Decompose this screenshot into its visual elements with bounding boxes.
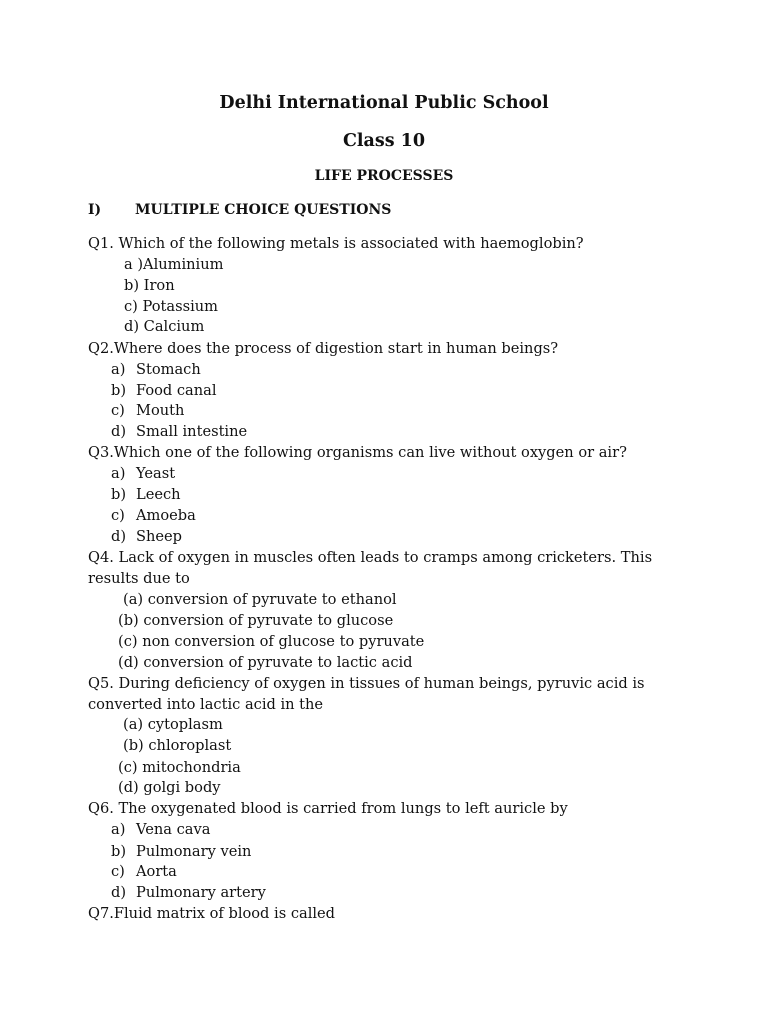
q6-option-c [111,865,177,880]
q6-option-b [111,845,251,860]
option-label: a) [111,465,126,482]
option-label: c) [111,507,125,524]
question-6: Q6. The oxygenated blood is carried from lungs to left auricle by [88,800,568,817]
class-title: Class 10 [342,131,426,151]
q3-option-a [111,467,175,482]
option-label: b) [111,382,127,399]
q4-option-b: (b) conversion of pyruvate to glucose [118,612,394,629]
option-label: d) [111,528,127,545]
option-text: Stomach [136,361,201,378]
q5-option-a: (a) cytoplasm [123,716,223,733]
option-text: Mouth [136,402,185,419]
section-title: MULTIPLE CHOICE QUESTIONS [135,202,392,218]
option-text: Pulmonary artery [136,884,266,901]
option-text: Vena cava [136,821,211,838]
q1-option-d: d) Calcium [124,318,205,335]
q1-option-b: b) Iron [124,277,175,294]
section-heading [88,202,391,218]
option-text: Leech [136,486,181,503]
q5-option-d: (d) golgi body [118,779,221,796]
question-2: Q2.Where does the process of digestion start in human beings? [88,340,559,357]
option-text: Amoeba [136,507,196,524]
q6-option-a [111,823,210,838]
school-name: Delhi International Public School [219,93,549,113]
q2-option-b [111,384,217,399]
option-text: Yeast [136,465,176,482]
q1-option-c: c) Potassium [124,298,218,315]
question-3: Q3.Which one of the following organisms can live without oxygen or air? [88,444,627,461]
question-7: Q7.Fluid matrix of blood is called [88,905,336,922]
option-label: b) [111,843,127,860]
option-text: Small intestine [136,423,248,440]
topic-title: LIFE PROCESSES [314,168,454,184]
q4-option-c: (c) non conversion of glucose to pyruvate [118,633,425,650]
q1-option-a: a )Aluminium [124,256,224,273]
q3-option-c [111,509,196,524]
q5-option-c: (c) mitochondria [118,759,241,776]
q2-option-a [111,363,201,378]
q4-option-d: (d) conversion of pyruvate to lactic acid [118,654,413,671]
option-text: Sheep [136,528,183,545]
section-number: I) [88,202,102,218]
option-text: Aorta [136,863,177,880]
q5-option-b: (b) chloroplast [123,737,232,754]
option-label: d) [111,884,127,901]
question-5-line-1: Q5. During deficiency of oxygen in tissues of human beings, pyruvic acid is [88,675,645,692]
question-5-line-2: converted into lactic acid in the [88,696,324,713]
q2-option-d [111,425,247,440]
q3-option-d [111,530,182,545]
option-text: Pulmonary vein [136,843,252,860]
q6-option-d [111,886,266,901]
question-4-line-2: results due to [88,570,190,587]
option-label: d) [111,423,127,440]
option-label: a) [111,821,126,838]
option-label: a) [111,361,126,378]
question-1: Q1. Which of the following metals is associated with haemoglobin? [88,235,584,252]
option-label: c) [111,402,125,419]
q2-option-c [111,404,184,419]
option-label: c) [111,863,125,880]
question-4-line-1: Q4. Lack of oxygen in muscles often leads to cramps among cricketers. This [88,549,653,566]
option-text: Food canal [136,382,217,399]
option-label: b) [111,486,127,503]
q4-option-a: (a) conversion of pyruvate to ethanol [123,591,397,608]
q3-option-b [111,488,181,503]
